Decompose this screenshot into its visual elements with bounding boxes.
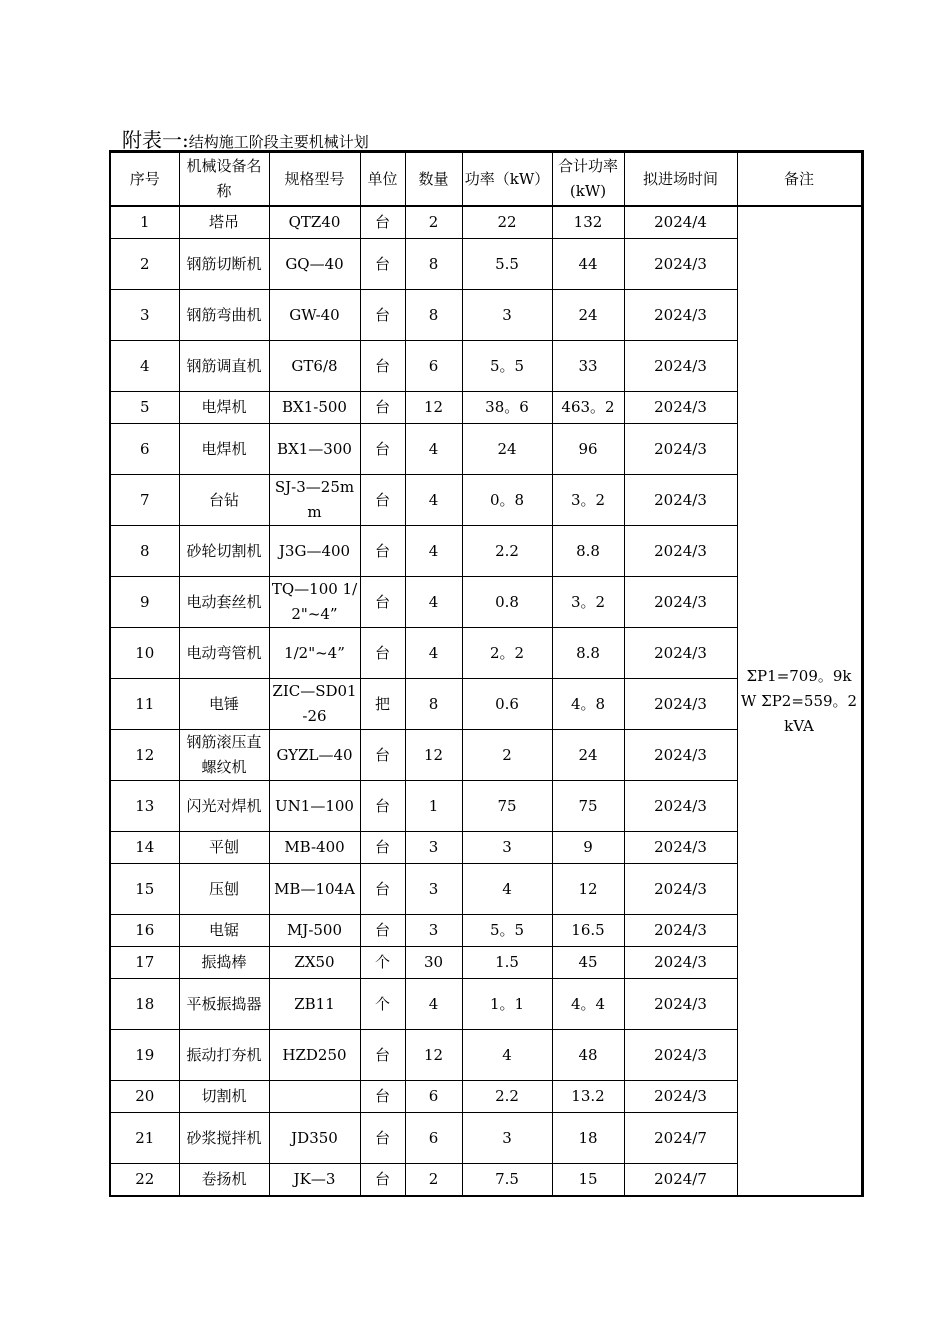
machine-name-cell: 卷扬机	[179, 1164, 269, 1197]
arrival-time-cell: 2024/3	[624, 392, 737, 424]
row-index-cell: 2	[110, 239, 179, 290]
row-index-cell: 20	[110, 1081, 179, 1113]
unit-cell: 台	[360, 341, 405, 392]
row-index-cell: 16	[110, 915, 179, 947]
quantity-cell: 4	[405, 475, 462, 526]
total-power-cell: 24	[552, 730, 624, 781]
total-power-cell: 132	[552, 206, 624, 239]
quantity-cell: 12	[405, 392, 462, 424]
model-spec-cell: ZB11	[269, 979, 360, 1030]
power-cell: 3	[462, 290, 552, 341]
power-cell: 3	[462, 832, 552, 864]
unit-cell: 台	[360, 475, 405, 526]
unit-cell: 台	[360, 526, 405, 577]
power-cell: 5。5	[462, 915, 552, 947]
quantity-cell: 2	[405, 206, 462, 239]
model-spec-cell: TQ—100 1/2"~4”	[269, 577, 360, 628]
model-spec-cell: J3G—400	[269, 526, 360, 577]
row-index-cell: 8	[110, 526, 179, 577]
power-cell: 1。1	[462, 979, 552, 1030]
total-power-cell: 3。2	[552, 475, 624, 526]
header-cell: 规格型号	[269, 152, 360, 207]
header-cell: 功率（kW）	[462, 152, 552, 207]
quantity-cell: 3	[405, 915, 462, 947]
unit-cell: 台	[360, 1081, 405, 1113]
machine-name-cell: 砂轮切割机	[179, 526, 269, 577]
total-power-cell: 96	[552, 424, 624, 475]
total-power-cell: 45	[552, 947, 624, 979]
machine-name-cell: 切割机	[179, 1081, 269, 1113]
remarks-cell: ΣP1=709。9kW ΣP2=559。2kVA	[737, 206, 862, 1196]
machine-name-cell: 钢筋弯曲机	[179, 290, 269, 341]
power-cell: 5。5	[462, 341, 552, 392]
row-index-cell: 11	[110, 679, 179, 730]
quantity-cell: 8	[405, 239, 462, 290]
total-power-cell: 9	[552, 832, 624, 864]
row-index-cell: 15	[110, 864, 179, 915]
unit-cell: 台	[360, 730, 405, 781]
machine-name-cell: 压刨	[179, 864, 269, 915]
row-index-cell: 22	[110, 1164, 179, 1197]
unit-cell: 台	[360, 424, 405, 475]
row-index-cell: 9	[110, 577, 179, 628]
unit-cell: 台	[360, 1030, 405, 1081]
machine-name-cell: 电焊机	[179, 392, 269, 424]
machine-name-cell: 电动套丝机	[179, 577, 269, 628]
unit-cell: 台	[360, 781, 405, 832]
row-index-cell: 14	[110, 832, 179, 864]
model-spec-cell: GW-40	[269, 290, 360, 341]
header-row	[110, 152, 862, 207]
model-spec-cell: GYZL—40	[269, 730, 360, 781]
header-cell: 单位	[360, 152, 405, 207]
model-spec-cell: UN1—100	[269, 781, 360, 832]
row-index-cell: 17	[110, 947, 179, 979]
table-caption	[122, 124, 369, 153]
power-cell: 3	[462, 1113, 552, 1164]
total-power-cell: 4。4	[552, 979, 624, 1030]
machine-name-cell: 电锯	[179, 915, 269, 947]
model-spec-cell: ZX50	[269, 947, 360, 979]
machine-name-cell: 台钻	[179, 475, 269, 526]
row-index-cell: 4	[110, 341, 179, 392]
quantity-cell: 12	[405, 1030, 462, 1081]
arrival-time-cell: 2024/7	[624, 1113, 737, 1164]
row-index-cell: 18	[110, 979, 179, 1030]
total-power-cell: 18	[552, 1113, 624, 1164]
total-power-cell: 12	[552, 864, 624, 915]
power-cell: 2。2	[462, 628, 552, 679]
model-spec-cell: GQ—40	[269, 239, 360, 290]
model-spec-cell: JK—3	[269, 1164, 360, 1197]
machine-name-cell: 塔吊	[179, 206, 269, 239]
power-cell: 22	[462, 206, 552, 239]
power-cell: 5.5	[462, 239, 552, 290]
row-index-cell: 21	[110, 1113, 179, 1164]
power-cell: 0.8	[462, 577, 552, 628]
quantity-cell: 6	[405, 341, 462, 392]
unit-cell: 台	[360, 915, 405, 947]
power-cell: 4	[462, 1030, 552, 1081]
header-cell: 备注	[737, 152, 862, 207]
quantity-cell: 6	[405, 1113, 462, 1164]
machine-name-cell: 钢筋调直机	[179, 341, 269, 392]
unit-cell: 个	[360, 947, 405, 979]
quantity-cell: 30	[405, 947, 462, 979]
row-index-cell: 7	[110, 475, 179, 526]
model-spec-cell: HZD250	[269, 1030, 360, 1081]
arrival-time-cell: 2024/3	[624, 1081, 737, 1113]
total-power-cell: 463。2	[552, 392, 624, 424]
row-index-cell: 1	[110, 206, 179, 239]
arrival-time-cell: 2024/3	[624, 526, 737, 577]
unit-cell: 把	[360, 679, 405, 730]
total-power-cell: 15	[552, 1164, 624, 1197]
machine-name-cell: 砂浆搅拌机	[179, 1113, 269, 1164]
arrival-time-cell: 2024/3	[624, 424, 737, 475]
machine-name-cell: 钢筋切断机	[179, 239, 269, 290]
model-spec-cell: MB—104A	[269, 864, 360, 915]
row-index-cell: 5	[110, 392, 179, 424]
machine-name-cell: 闪光对焊机	[179, 781, 269, 832]
power-cell: 38。6	[462, 392, 552, 424]
power-cell: 0。8	[462, 475, 552, 526]
total-power-cell: 24	[552, 290, 624, 341]
unit-cell: 个	[360, 979, 405, 1030]
arrival-time-cell: 2024/3	[624, 290, 737, 341]
arrival-time-cell: 2024/3	[624, 679, 737, 730]
total-power-cell: 33	[552, 341, 624, 392]
quantity-cell: 6	[405, 1081, 462, 1113]
table-row	[110, 206, 862, 239]
row-index-cell: 19	[110, 1030, 179, 1081]
arrival-time-cell: 2024/3	[624, 628, 737, 679]
unit-cell: 台	[360, 239, 405, 290]
model-spec-cell: BX1—300	[269, 424, 360, 475]
row-index-cell: 6	[110, 424, 179, 475]
unit-cell: 台	[360, 1164, 405, 1197]
unit-cell: 台	[360, 392, 405, 424]
total-power-cell: 3。2	[552, 577, 624, 628]
machine-name-cell: 钢筋滚压直螺纹机	[179, 730, 269, 781]
machine-name-cell: 振动打夯机	[179, 1030, 269, 1081]
quantity-cell: 3	[405, 864, 462, 915]
arrival-time-cell: 2024/3	[624, 832, 737, 864]
row-index-cell: 13	[110, 781, 179, 832]
unit-cell: 台	[360, 1113, 405, 1164]
total-power-cell: 48	[552, 1030, 624, 1081]
power-cell: 4	[462, 864, 552, 915]
power-cell: 75	[462, 781, 552, 832]
arrival-time-cell: 2024/4	[624, 206, 737, 239]
power-cell: 7.5	[462, 1164, 552, 1197]
arrival-time-cell: 2024/7	[624, 1164, 737, 1197]
header-cell: 合计功率(kW)	[552, 152, 624, 207]
unit-cell: 台	[360, 832, 405, 864]
model-spec-cell: GT6/8	[269, 341, 360, 392]
caption-text: 结构施工阶段主要机械计划	[188, 133, 369, 151]
header-cell: 拟进场时间	[624, 152, 737, 207]
header-cell: 数量	[405, 152, 462, 207]
machine-name-cell: 电焊机	[179, 424, 269, 475]
quantity-cell: 3	[405, 832, 462, 864]
total-power-cell: 16.5	[552, 915, 624, 947]
unit-cell: 台	[360, 577, 405, 628]
power-cell: 2	[462, 730, 552, 781]
model-spec-cell	[269, 1081, 360, 1113]
model-spec-cell: ZIC—SD01-26	[269, 679, 360, 730]
arrival-time-cell: 2024/3	[624, 730, 737, 781]
machine-name-cell: 振捣棒	[179, 947, 269, 979]
total-power-cell: 75	[552, 781, 624, 832]
quantity-cell: 8	[405, 679, 462, 730]
arrival-time-cell: 2024/3	[624, 475, 737, 526]
machine-name-cell: 平刨	[179, 832, 269, 864]
machine-name-cell: 电锤	[179, 679, 269, 730]
arrival-time-cell: 2024/3	[624, 577, 737, 628]
machine-name-cell: 电动弯管机	[179, 628, 269, 679]
model-spec-cell: 1/2"~4”	[269, 628, 360, 679]
row-index-cell: 10	[110, 628, 179, 679]
arrival-time-cell: 2024/3	[624, 1030, 737, 1081]
power-cell: 1.5	[462, 947, 552, 979]
total-power-cell: 4。8	[552, 679, 624, 730]
quantity-cell: 2	[405, 1164, 462, 1197]
arrival-time-cell: 2024/3	[624, 239, 737, 290]
arrival-time-cell: 2024/3	[624, 781, 737, 832]
quantity-cell: 4	[405, 628, 462, 679]
unit-cell: 台	[360, 206, 405, 239]
model-spec-cell: QTZ40	[269, 206, 360, 239]
power-cell: 2.2	[462, 1081, 552, 1113]
total-power-cell: 13.2	[552, 1081, 624, 1113]
machinery-table	[109, 150, 864, 1197]
model-spec-cell: BX1-500	[269, 392, 360, 424]
quantity-cell: 4	[405, 526, 462, 577]
row-index-cell: 12	[110, 730, 179, 781]
header-cell: 序号	[110, 152, 179, 207]
machine-name-cell: 平板振捣器	[179, 979, 269, 1030]
model-spec-cell: MB-400	[269, 832, 360, 864]
quantity-cell: 4	[405, 979, 462, 1030]
caption-prefix: 附表一:	[122, 128, 189, 152]
arrival-time-cell: 2024/3	[624, 979, 737, 1030]
unit-cell: 台	[360, 290, 405, 341]
total-power-cell: 44	[552, 239, 624, 290]
power-cell: 24	[462, 424, 552, 475]
quantity-cell: 8	[405, 290, 462, 341]
quantity-cell: 12	[405, 730, 462, 781]
power-cell: 2.2	[462, 526, 552, 577]
header-cell: 机械设备名称	[179, 152, 269, 207]
total-power-cell: 8.8	[552, 628, 624, 679]
model-spec-cell: SJ-3—25mm	[269, 475, 360, 526]
arrival-time-cell: 2024/3	[624, 341, 737, 392]
model-spec-cell: JD350	[269, 1113, 360, 1164]
quantity-cell: 4	[405, 577, 462, 628]
total-power-cell: 8.8	[552, 526, 624, 577]
quantity-cell: 1	[405, 781, 462, 832]
arrival-time-cell: 2024/3	[624, 947, 737, 979]
arrival-time-cell: 2024/3	[624, 864, 737, 915]
unit-cell: 台	[360, 628, 405, 679]
row-index-cell: 3	[110, 290, 179, 341]
model-spec-cell: MJ-500	[269, 915, 360, 947]
quantity-cell: 4	[405, 424, 462, 475]
arrival-time-cell: 2024/3	[624, 915, 737, 947]
unit-cell: 台	[360, 864, 405, 915]
table-body	[110, 206, 862, 1196]
power-cell: 0.6	[462, 679, 552, 730]
